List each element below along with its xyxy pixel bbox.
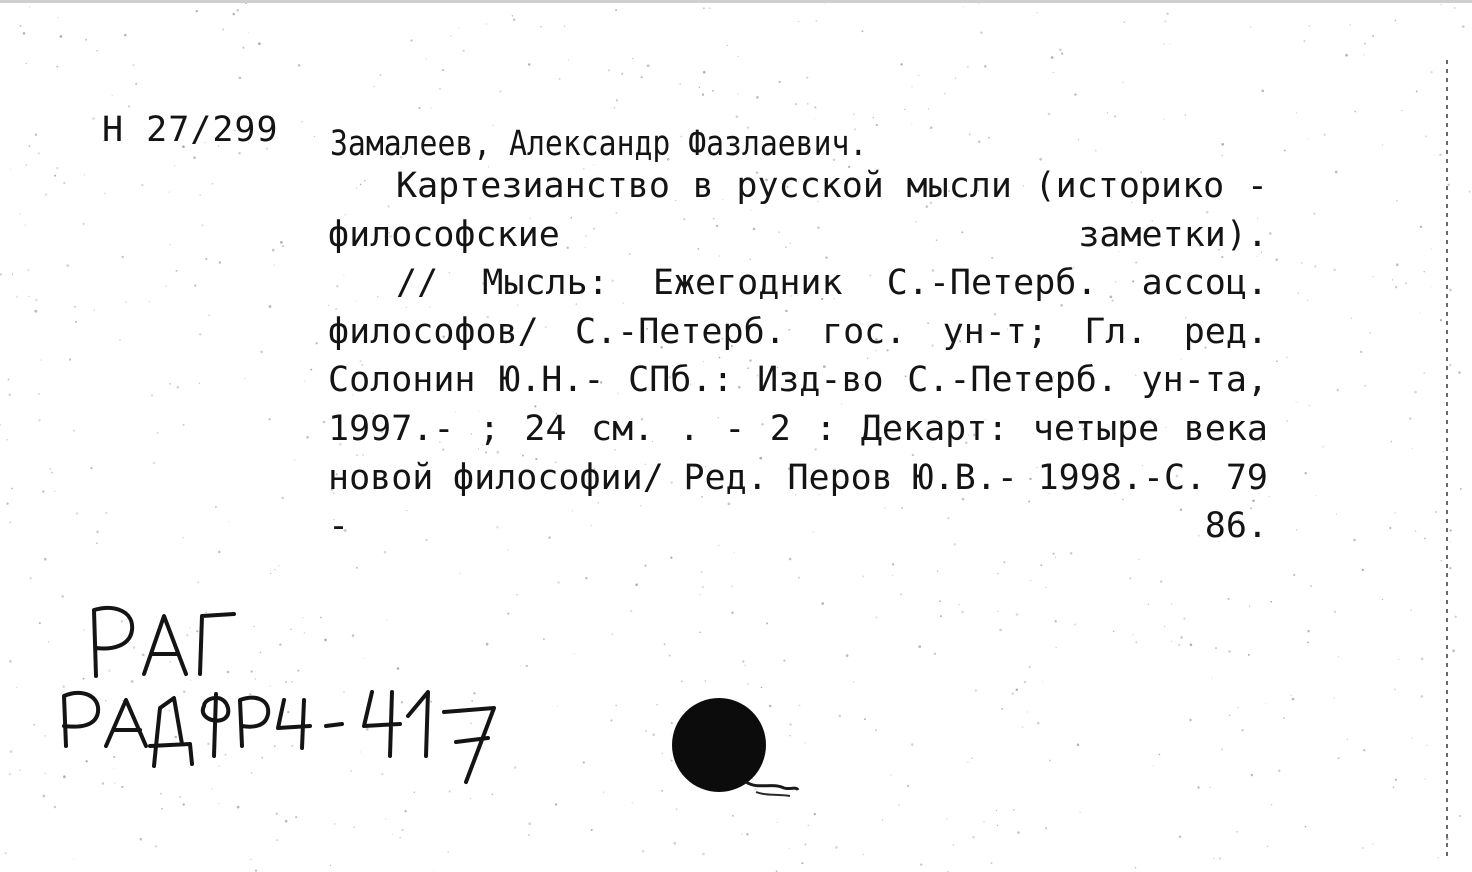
ink-blot-tail [742,774,802,800]
handwritten-call-numbers [56,596,576,786]
card-top-edge [0,0,1472,3]
card-right-edge [1446,60,1448,860]
shelfmark: Н 27/299 [102,110,279,150]
author-heading: Замалеев, Александр Фазлаевич. [330,124,868,164]
title-paragraph: Картезианство в русской мысли (историко - философские заметки). [328,166,1268,255]
source-paragraph: // Мысль: Ежегодник С.-Петерб. ассоц. философов/ С.-Петерб. гос. ун-т; Гл. ред. Солонин Ю.Н.- СПб.: Изд-во С.-Петерб. ун-та, 1997.- ; 24 см. . - 2 : Декарт: четыре века новой философии/ Ред. Перов Ю.В.- 1998.-С. 79 - 86. [328,263,1268,547]
bibliographic-entry [328,162,1268,551]
